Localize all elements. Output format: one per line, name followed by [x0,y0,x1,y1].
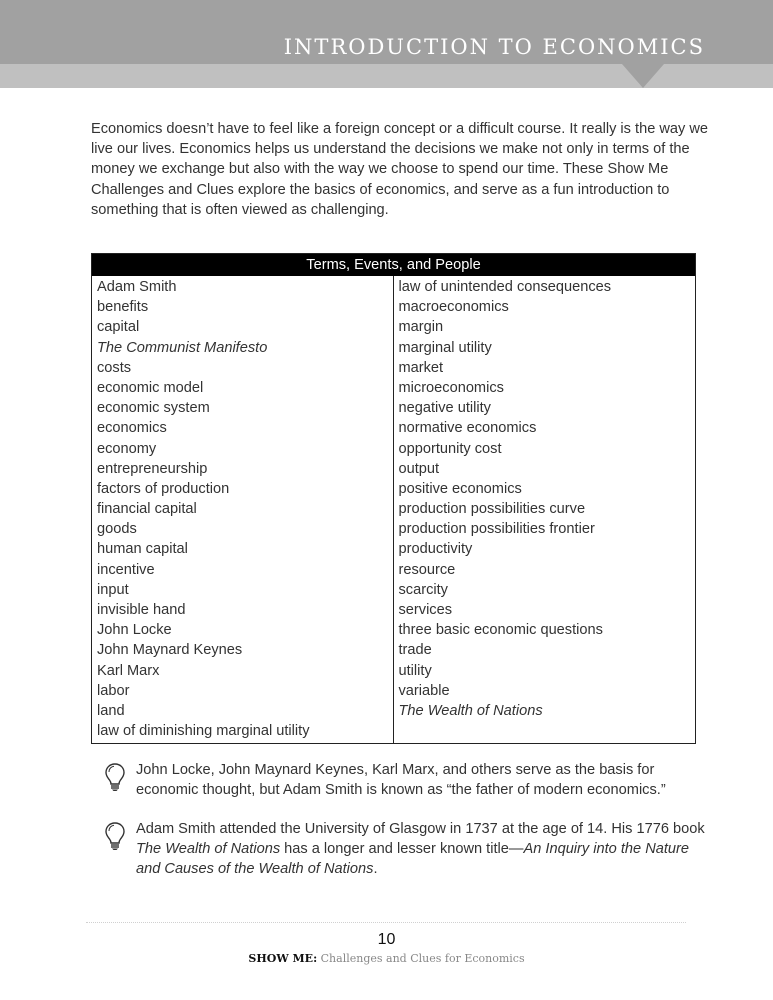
term-item: three basic economic questions [398,622,603,639]
term-item: law of diminishing marginal utility [97,723,310,740]
term-item: financial capital [97,501,197,518]
term-item: law of unintended consequences [398,279,612,295]
term-item: Adam Smith [97,279,177,295]
term-item: incentive [97,561,155,578]
term-item: scarcity [398,581,448,598]
tip-callout [104,819,714,880]
term-item: normative economics [398,420,537,437]
term-item: opportunity cost [398,440,502,457]
term-item: land [97,702,125,719]
tip-text-segment: . [373,861,378,878]
term-item: capital [97,319,140,336]
footer-subtitle: Challenges and Clues for Economics [317,952,525,965]
footer-brand: SHOW ME: [248,952,318,965]
term-item: human capital [97,541,188,558]
term-item: The Communist Manifesto [97,339,268,356]
terms-table [91,253,696,744]
tip-text-segment: Adam Smith attended the University of Glasgow in 1737 at the age of 14. His 1776 book [136,821,705,837]
term-item: entrepreneurship [97,460,208,477]
term-item: output [398,460,440,477]
footer-divider [86,922,686,923]
term-item: economic system [97,400,210,417]
terms-right-column [394,276,696,743]
page-number: 10 [377,931,396,948]
intro-paragraph: Economics doesn’t have to feel like a foreign concept or a difficult course. It really is the way we live our lives. Economics helps us understand the decisions we make not only in terms of the money we exchange but also with the way we choose to spend our time. These Show Me Challenges and Clues explore the basics of economics, and serve as a fun introduction to something that is often viewed as challenging. [91,121,709,218]
term-item: marginal utility [398,339,492,356]
term-item: microeconomics [398,379,504,396]
term-item: input [97,581,129,598]
term-item: invisible hand [97,602,186,618]
term-item: positive economics [398,480,522,497]
term-item: John Maynard Keynes [97,642,243,659]
term-item: production possibilities curve [398,501,586,518]
term-item: John Locke [97,622,172,639]
term-item: market [398,359,444,376]
term-item: resource [398,561,456,578]
header-notch [622,64,664,88]
term-item: The Wealth of Nations [398,702,543,719]
term-item: margin [398,319,444,336]
term-item: goods [97,521,137,538]
term-item: economy [97,440,157,457]
tip-italic-text: An Inquiry into the Nature and Causes of the Wealth of Nations [136,841,689,878]
intro-section [91,119,711,220]
term-item: labor [97,682,130,699]
footer-book-title [0,952,773,965]
term-item: services [398,602,453,618]
term-item: production possibilities frontier [398,521,595,538]
term-item: trade [398,642,432,659]
lightbulb-icon [104,821,126,851]
term-item: economics [97,420,167,437]
term-item: utility [398,662,432,679]
chapter-title: INTRODUCTION TO ECONOMICS [283,35,705,59]
tip-text [136,819,714,880]
terms-table-title: Terms, Events, and People [92,254,695,276]
term-item: negative utility [398,400,491,417]
terms-table-body [92,276,695,743]
tip-italic-text: The Wealth of Nations [136,841,281,858]
term-item: variable [398,682,450,699]
term-item: factors of production [97,480,230,497]
term-item: productivity [398,541,473,558]
term-item: macroeconomics [398,299,509,316]
tip-text [136,760,714,800]
term-item: Karl Marx [97,662,160,679]
term-item: economic model [97,379,204,396]
lightbulb-icon [104,762,126,792]
tip-text-segment: John Locke, John Maynard Keynes, Karl Marx, and others serve as the basis for economic thought, but Adam Smith is known as “the father of modern economics.” [136,762,666,799]
tip-text-segment: has a longer and lesser known title— [280,841,524,858]
term-item: benefits [97,299,149,316]
terms-left-column [92,276,394,743]
tip-callout [104,760,714,800]
term-item: costs [97,359,132,376]
